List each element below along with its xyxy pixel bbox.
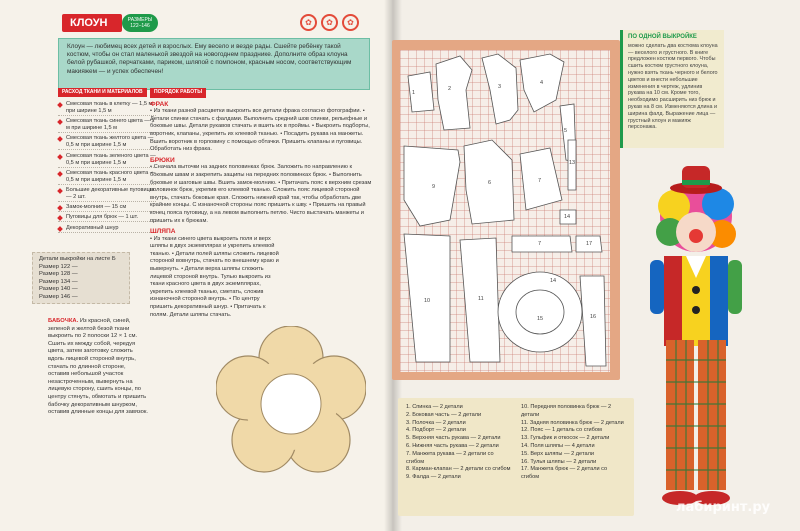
- piece-number: 7: [538, 178, 542, 184]
- legend-item: 3. Полочка — 2 детали: [406, 419, 466, 426]
- work-heading: ПОРЯДОК РАБОТЫ: [150, 88, 206, 98]
- legend-item: 7. Манжета рукава — 2 детали со сгибом: [406, 450, 494, 465]
- piece-number: 11: [478, 296, 484, 302]
- sidebar-heading: ПО ОДНОЙ ВЫКРОЙКЕ: [628, 34, 697, 40]
- materials-heading: РАСХОД ТКАНИ И МАТЕРИАЛОВ: [58, 88, 147, 97]
- shlyapa-title: ШЛЯПА: [150, 228, 176, 236]
- legend-item: 5. Верхняя часть рукава — 2 детали: [406, 435, 501, 442]
- piece-number: 14: [550, 278, 557, 284]
- bryuki-title: БРЮКИ: [150, 156, 175, 164]
- pattern-pieces: [400, 50, 610, 372]
- bow-tie-section: [48, 318, 148, 508]
- legend-item: 12. Пояс — 1 деталь со сгибом: [521, 427, 602, 434]
- bow-title: БАБОЧКА.: [48, 318, 79, 324]
- piece-number: 1: [412, 90, 416, 96]
- legend-item: 10. Передняя половинка брюк — 2 детали: [521, 404, 612, 418]
- size-badge-label: РАЗМЕРЫ: [127, 17, 153, 23]
- material-item: Смесовая ткань зеленого цвета — 0,5 м при ширине 1,5 м: [58, 153, 156, 168]
- material-item: Смесовая ткань синего цвета — 1 м при ширине 1,5 м: [58, 118, 156, 133]
- material-item: Смесовая ткань красного цвета — 0,5 м при ширине 1,5 м: [58, 170, 156, 185]
- flower-hat-brim-illustration: [216, 326, 366, 476]
- bryuki-text: • Сначала выточки на задних половинках брюк. Заложить по направлению к боковым швам и закрепить защипы на передних половинках брюк. • Выполнить боковые и шаговые швы. Вшить замок-молнию. • Притачать пояс к верхним срезам половинок брюк, укрепив его клеевой тканью. Сложить пояс лицевой стороной внутрь, стачать боковые края. Сложить нижний край так, чтобы обработать две крайние концы. С изнаночной стороны пояс пришить к шву. • Пришить на правый конец пояса пуговицу, а на левом выполнить петлю. Чисто выстачать манжеты и пришить их к брюкам.: [150, 164, 372, 224]
- material-item: Смесовая ткань в клетку — 1,5 м при ширине 1,5 м: [58, 101, 156, 116]
- frak-text: • Из ткани разной расцветки выкроить все детали фрака согласно фотографии. • Детали спинки стачать с фалдами. Выполнить средний шов спинки, рельефные и боковые швы. Детали рукавов стачать и вшить их в проймы. • Выкроить подборты, воротник, клапаны, укрепить их клеевой тканью. • Посадить рукава на манжеты. Вшить воротник в горловину с помощью обтачки. Пришить клапаны и пуговицы. Обработать низ фрака.: [150, 108, 370, 153]
- piece-number: 16: [590, 314, 597, 320]
- piece-number: 17: [586, 241, 593, 247]
- shlyapa-text: • Из ткани синего цвета выкроить поля и верх шляпы в двух экземплярах и укрепить клеевой тканью. • Детали полей шляпы сложить лицевой стороной вовнутрь, стачать по внешнему краю и вывернуть. • Детали верха шляпы сложить лицевой стороной внутрь. Тулью выкроить из ткани красного цвета в двух экземплярах, укрепить клеевой тканью, сметать, сложив изнаночной стороной внутрь. • По центру пришить декоративный шнур. • Притачать к полям. Детали шляпы стачать.: [150, 235, 279, 318]
- size-row: Размер 122 —: [39, 263, 78, 270]
- legend-item: 14. Поля шляпы — 4 детали: [521, 442, 595, 449]
- piece-number: 10: [424, 298, 431, 304]
- legend-item: 11. Задняя половинка брюк — 2 детали: [521, 419, 624, 426]
- watermark: лабиринт.ру: [676, 500, 771, 515]
- size-row: Размер 134 —: [39, 278, 78, 285]
- size-row: Размер 146 —: [39, 293, 78, 300]
- star-icon: ✿: [300, 14, 317, 31]
- legend-item: 1. Спинка — 2 детали: [406, 404, 463, 410]
- sizes-box: [32, 252, 130, 304]
- pattern-legend: [398, 398, 634, 516]
- star-icon: ✿: [342, 14, 359, 31]
- material-item: Пуговицы для брюк — 1 шт.: [58, 214, 156, 222]
- intro-text: Клоун — любимец всех детей и взрослых. Ему весело и везде рады. Сшейте ребёнку такой костюм, чтобы он стал маленькой звездой на новогоднем празднике. Дополните образ клоуна белой рубашкой, перчатками, париком, шляпой с помпоном, красным носом, соответствующим макияжем — и успех обеспечен!: [58, 38, 370, 90]
- pattern-grid: [400, 50, 610, 372]
- legend-item: 6. Нижняя часть рукава — 2 детали: [406, 442, 499, 449]
- pattern-piece: [512, 236, 572, 252]
- piece-number: 15: [537, 316, 544, 322]
- legend-item: 9. Фалда — 2 детали: [406, 474, 461, 481]
- legend-column-1: [406, 404, 511, 510]
- sidebar-text: можно сделать два костюма клоуна — веселого и грустного. В книге предложен костюм первого. Чтобы сшить костюм грустного клоуна, нужно взять ткань черного и белого цветов и внести небольшие изменения в чертеж, удлинив рукава на 10 см. Кроме того, необходимо расширить низ брюк и рукав на 8 см. Изменяются длина и ширина фалд. Выражение лица — грустный клоун и макияж персонажа.: [628, 42, 718, 131]
- clown-photo: [640, 160, 752, 510]
- frak-title: ФРАК: [150, 100, 169, 108]
- legend-item: 15. Верх шляпы — 2 детали: [521, 450, 594, 457]
- size-badge: [122, 14, 158, 32]
- sidebar-note: [620, 30, 724, 148]
- piece-number: 7: [538, 241, 542, 247]
- piece-number: 9: [432, 184, 436, 190]
- legend-item: 13. Гульфик и откосок — 2 детали: [521, 435, 610, 442]
- bow-text: Из красной, синей, зеленой и желтой безой ткани выкроить по 2 полоски 12 × 1 см. Сшить их между собой, чередуя цвета, затем заготовку сложить вдоль лицевой стороной внутрь, стачать по длинной стороне, оставив небольшой участок незастроченным, вывернуть на лицевую сторону, сшить концы, по центру стянуть, обмотать и пришить бабочку декоративным шнурком, оставив длинные концы для завязок.: [48, 318, 148, 416]
- size-row: Размер 128 —: [39, 271, 78, 278]
- legend-item: 16. Тулья шляпы — 2 детали: [521, 458, 597, 465]
- size-badge-range: 122–146: [130, 23, 150, 29]
- piece-number: 13: [569, 160, 576, 166]
- material-item: Большие декоративные пуговицы — 2 шт.: [58, 187, 156, 202]
- pattern-piece: [580, 276, 606, 366]
- legend-item: 17. Манжета брюк — 2 детали со сгибом: [521, 466, 608, 481]
- legend-item: 8. Карман-клапан — 2 детали со сгибом: [406, 466, 511, 473]
- star-icon: ✿: [321, 14, 338, 31]
- pattern-piece: [436, 56, 472, 130]
- materials-list: [58, 88, 156, 238]
- size-row: Размер 140 —: [39, 286, 78, 293]
- piece-number: 5: [564, 128, 568, 134]
- piece-number: 6: [488, 180, 492, 186]
- legend-column-2: [521, 404, 626, 510]
- material-item: Декоративный шнур: [58, 225, 156, 233]
- difficulty-rating: [300, 14, 359, 31]
- page-title: КЛОУН: [62, 14, 122, 32]
- piece-number: 3: [498, 84, 502, 90]
- legend-item: 4. Подборт — 2 детали: [406, 427, 466, 434]
- piece-number: 2: [448, 86, 452, 92]
- material-item: Замок-молния — 15 см: [58, 204, 156, 212]
- legend-item: 2. Боковая часть — 2 детали: [406, 411, 482, 418]
- piece-number: 14: [564, 214, 571, 220]
- pattern-piece: [516, 290, 564, 334]
- material-item: Смесовая ткань желтого цвета — 0,5 м при ширине 1,5 м: [58, 135, 156, 150]
- sizes-heading: Детали выкройки на листе Б: [39, 256, 116, 262]
- piece-number: 4: [540, 80, 544, 86]
